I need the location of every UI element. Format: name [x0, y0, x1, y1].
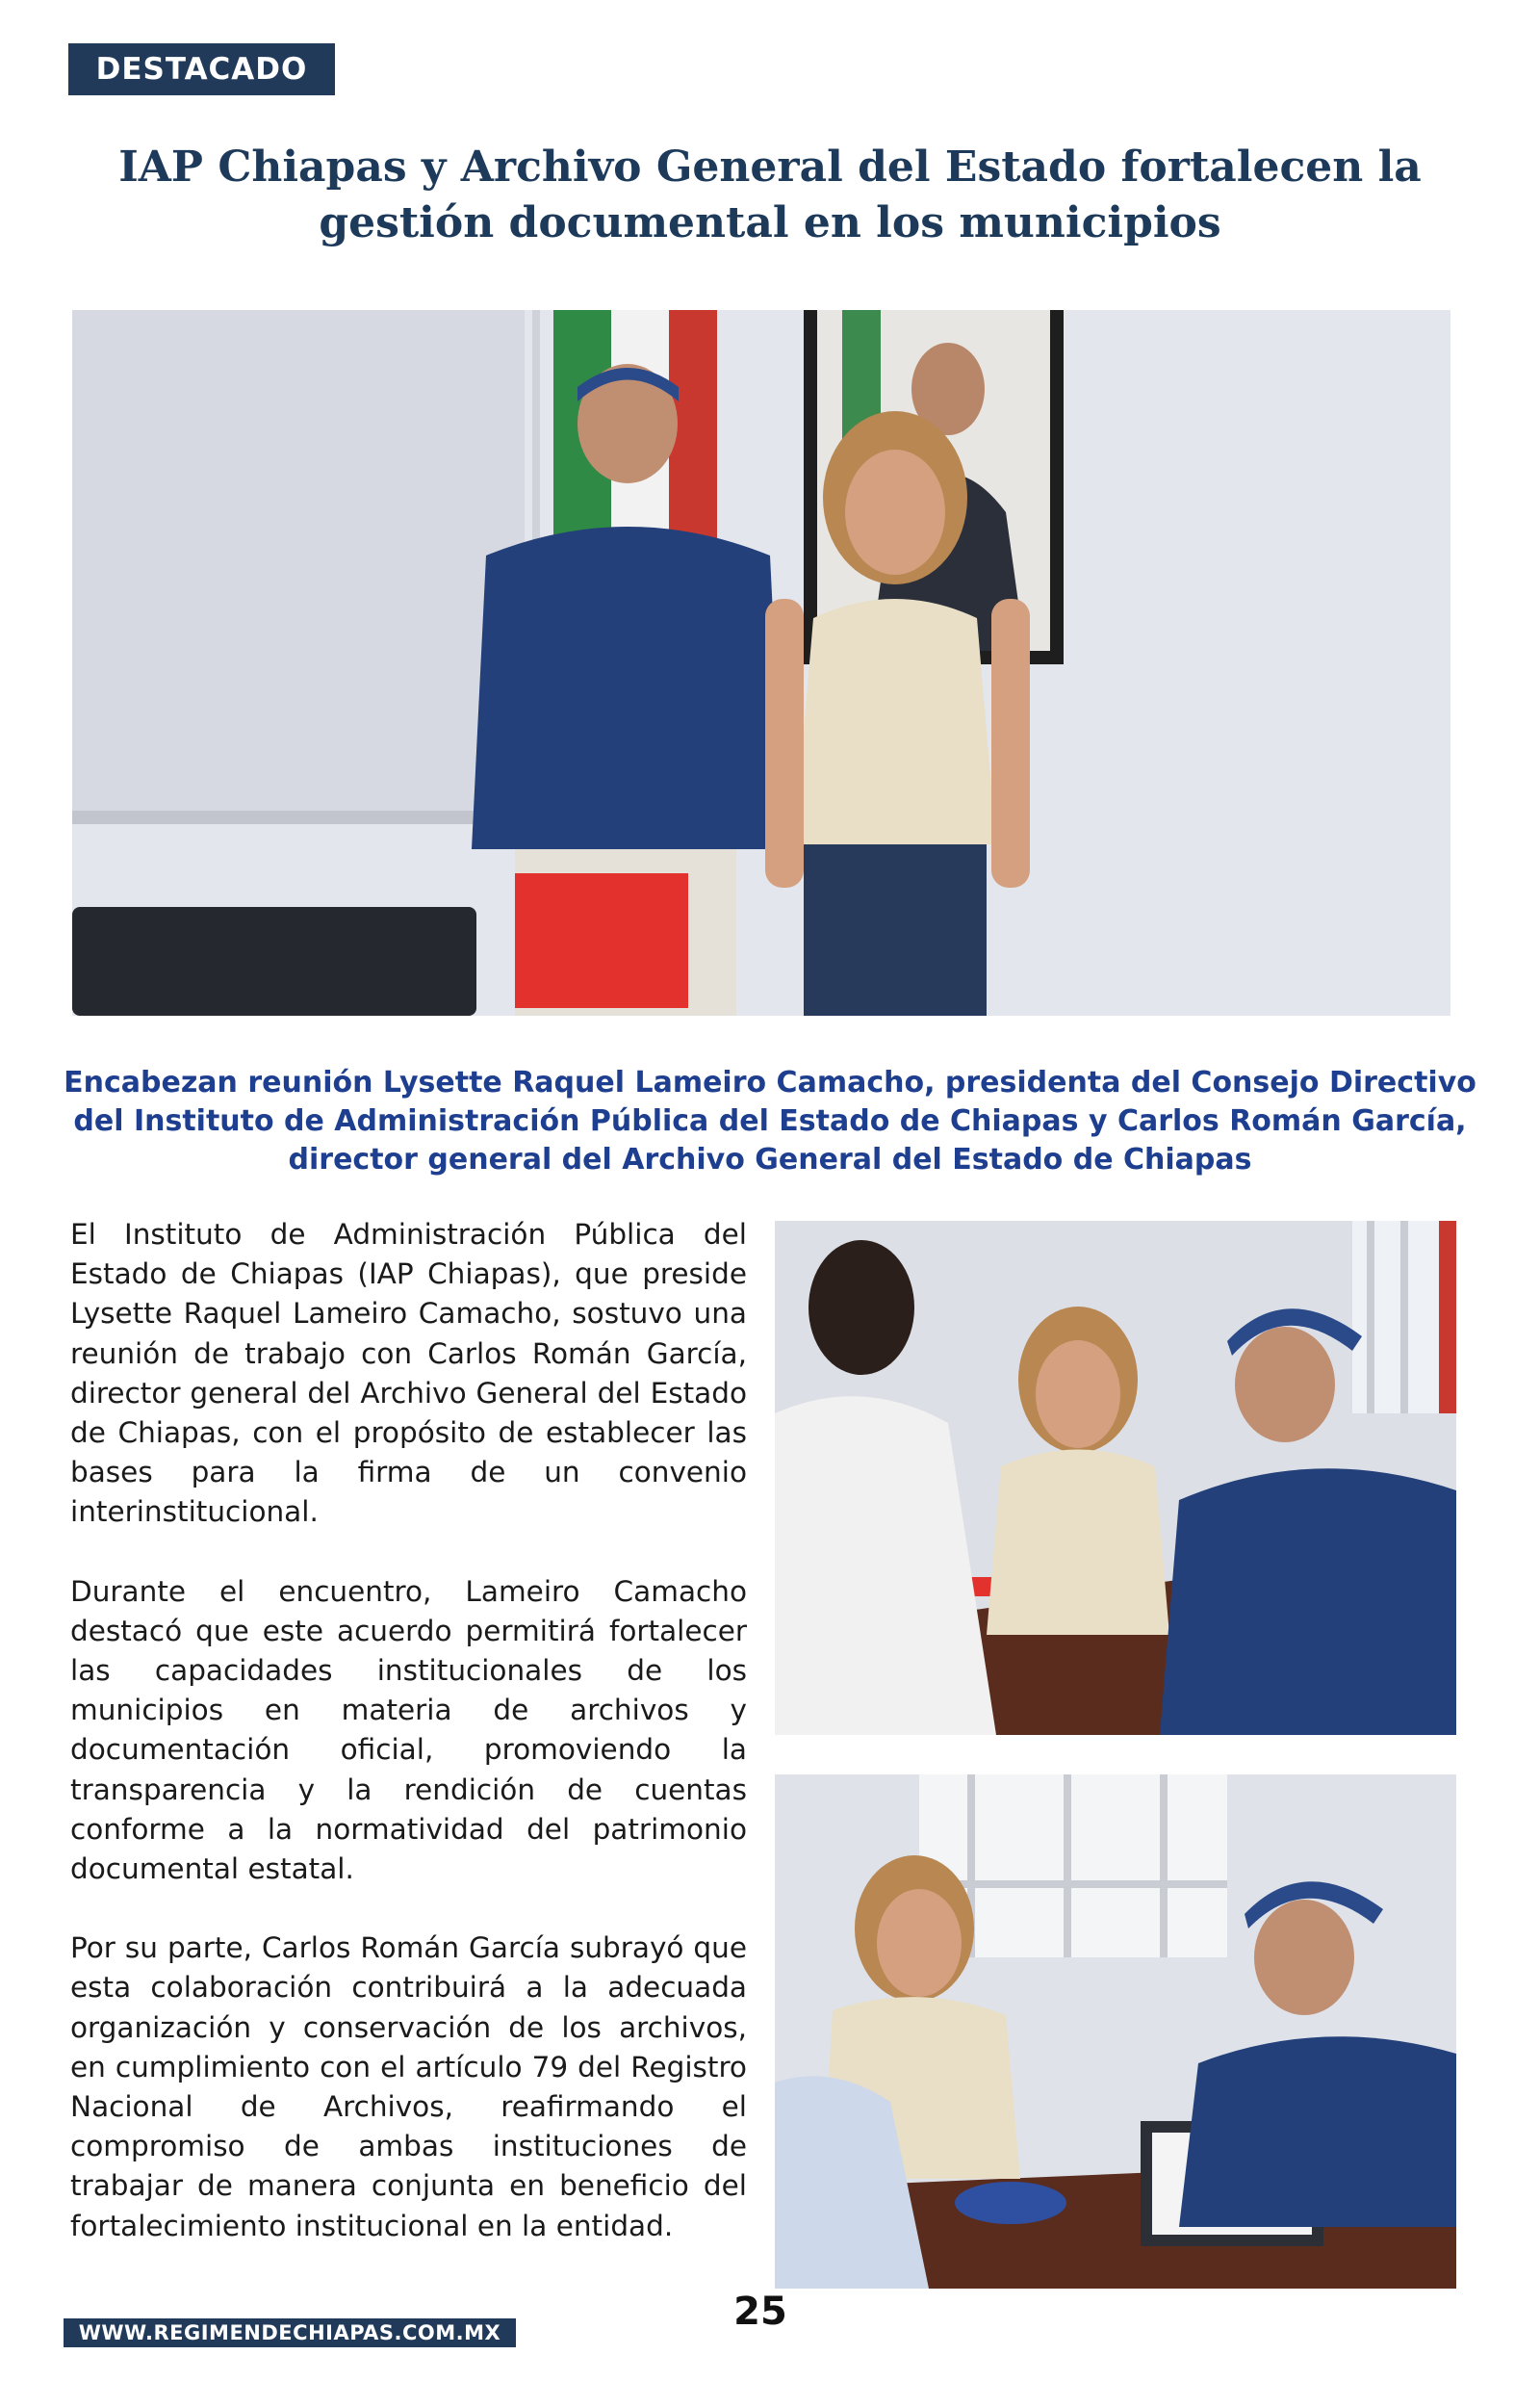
meeting-photo-2 [775, 1774, 1456, 2289]
paragraph: Durante el encuentro, Lameiro Camacho destacó que este acuerdo permitirá fortalecer las capacidades institucionales de los municipios en materia de archivos y documentación oficial, promoviendo la transparencia y la rendición de cuentas conforme a la normatividad del patrimonio documental estatal. [70, 1574, 747, 1886]
page-number: 25 [733, 2290, 787, 2334]
paragraph: Por su parte, Carlos Román García subrayó que esta colaboración contribuirá a la adecuada organización y conservación de los archivos, en cumplimiento con el artículo 79 del Registro Nacional de Archivos, reafirmando el compromiso de ambas instituciones de trabajar de manera conjunta en beneficio del fortalecimiento institucional en la entidad. [70, 1931, 747, 2242]
footer-url: WWW.REGIMENDECHIAPAS.COM.MX [64, 2318, 516, 2347]
article-headline: IAP Chiapas y Archivo General del Estado fortalecen la gestión documental en los municipios [118, 142, 1422, 247]
meeting-photo-1 [775, 1221, 1456, 1735]
main-photo [72, 310, 1450, 1016]
paragraph: El Instituto de Administración Pública del Estado de Chiapas (IAP Chiapas), que preside Lysette Raquel Lameiro Camacho, sostuvo una reunión de trabajo con Carlos Román García, director general del Archivo General del Estado de Chiapas, con el propósito de establecer las bases para la firma de un convenio interinstitucional. [70, 1218, 747, 1529]
section-tag: DESTACADO [68, 43, 335, 95]
article-body [70, 1215, 747, 2286]
article-subheadline: Encabezan reunión Lysette Raquel Lameiro Camacho, presidenta del Consejo Directivo del Instituto de Administración Pública del Estado de Chiapas y Carlos Román García, director general del Archivo General del Estado de Chiapas [64, 1066, 1476, 1177]
